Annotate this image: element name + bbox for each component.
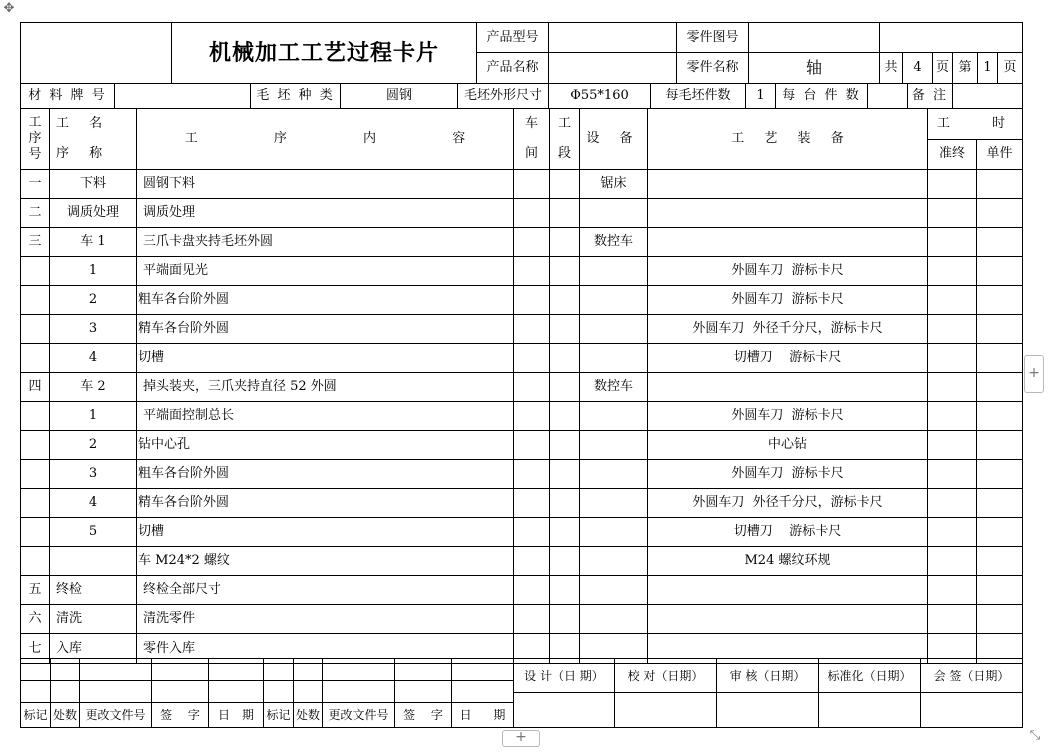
row-name[interactable]: 下料 (50, 170, 137, 199)
col-section-header-1: 工 (557, 116, 571, 131)
table-row (21, 199, 1023, 228)
table-resize-handle-icon[interactable]: ⤡ (1029, 728, 1041, 743)
row-workshop[interactable] (514, 344, 550, 373)
row-prep[interactable] (928, 431, 977, 460)
col-workshop-header-1: 车 (524, 116, 538, 131)
row-unit[interactable] (977, 286, 1023, 315)
col-prep-header: 准终 (928, 139, 977, 170)
change-cell[interactable] (21, 681, 51, 703)
row-tooling[interactable]: 外圆车刀 外径千分尺，游标卡尺 (648, 315, 928, 344)
row-equipment[interactable]: 锯床 (580, 170, 648, 199)
row-name[interactable]: 车 2 (50, 373, 137, 402)
change-doc-label-2: 更改文件号 (323, 703, 395, 728)
row-workshop[interactable] (514, 286, 550, 315)
row-equipment[interactable] (580, 460, 648, 489)
row-seq[interactable] (21, 402, 50, 431)
count-label-2: 处数 (294, 703, 323, 728)
row-name[interactable]: 入库 (50, 634, 137, 664)
table-row (21, 315, 1023, 344)
row-tooling[interactable]: 切槽刀 游标卡尺 (648, 344, 928, 373)
per-blank-value[interactable]: 1 (746, 84, 776, 109)
row-tooling[interactable]: 外圆车刀 游标卡尺 (648, 257, 928, 286)
row-seq[interactable]: 一 (21, 170, 50, 199)
row-prep[interactable] (928, 518, 977, 547)
standard-value[interactable] (819, 693, 921, 728)
row-workshop[interactable] (514, 576, 550, 605)
row-section[interactable] (550, 228, 580, 257)
row-name[interactable]: 清洗 (50, 605, 137, 634)
per-machine-label: 每 台 件 数 (776, 84, 868, 109)
row-workshop[interactable] (514, 547, 550, 576)
row-content[interactable]: 平端面见光 (137, 257, 514, 286)
sign-label-2: 签 字 (395, 703, 452, 728)
row-unit[interactable] (977, 170, 1023, 199)
change-cell[interactable] (452, 681, 514, 703)
row-content[interactable]: 终检全部尺寸 (137, 576, 514, 605)
signoff-table (513, 658, 1023, 728)
part-drawing-label: 零件图号 (677, 23, 749, 53)
review-label: 审 核（日期） (717, 659, 819, 693)
row-equipment[interactable] (580, 547, 648, 576)
change-cell[interactable] (209, 681, 264, 703)
row-prep[interactable] (928, 170, 977, 199)
row-prep[interactable] (928, 576, 977, 605)
row-tooling[interactable]: 外圆车刀 外径千分尺，游标卡尺 (648, 489, 928, 518)
row-workshop[interactable] (514, 199, 550, 228)
row-workshop[interactable] (514, 402, 550, 431)
row-section[interactable] (550, 170, 580, 199)
change-cell[interactable] (294, 659, 323, 681)
row-section[interactable] (550, 199, 580, 228)
row-unit[interactable] (977, 605, 1023, 634)
row-equipment[interactable] (580, 344, 648, 373)
row-prep[interactable] (928, 547, 977, 576)
part-name-value[interactable]: 轴 (749, 53, 880, 84)
row-unit[interactable] (977, 547, 1023, 576)
col-workshop-header (514, 109, 550, 170)
product-name-label: 产品名称 (477, 53, 549, 84)
review-value[interactable] (717, 693, 819, 728)
row-seq[interactable]: 六 (21, 605, 50, 634)
row-content[interactable]: 切槽 (137, 344, 514, 373)
material-table (20, 83, 1023, 109)
row-name[interactable]: 1 (50, 257, 137, 286)
row-seq[interactable]: 二 (21, 199, 50, 228)
row-section[interactable] (550, 518, 580, 547)
col-seq-header-1: 工 (28, 115, 42, 130)
row-tooling[interactable] (648, 199, 928, 228)
col-hours-header: 工 时 (928, 109, 1023, 140)
row-content[interactable]: 调质处理 (137, 199, 514, 228)
row-equipment[interactable] (580, 199, 648, 228)
row-workshop[interactable] (514, 373, 550, 402)
row-tooling[interactable]: 外圆车刀 游标卡尺 (648, 460, 928, 489)
col-name-header-1: 工 名 (56, 116, 111, 131)
col-seq-header-2: 序 (28, 131, 42, 146)
row-content[interactable]: 切槽 (137, 518, 514, 547)
row-content[interactable]: 精车各台阶外圆 (137, 489, 514, 518)
row-section[interactable] (550, 605, 580, 634)
row-workshop[interactable] (514, 460, 550, 489)
row-workshop[interactable] (514, 257, 550, 286)
sign-label: 签 字 (152, 703, 209, 728)
row-tooling[interactable]: 外圆车刀 游标卡尺 (648, 286, 928, 315)
row-prep[interactable] (928, 605, 977, 634)
row-equipment[interactable] (580, 518, 648, 547)
row-name[interactable]: 3 (50, 460, 137, 489)
col-workshop-header-2: 间 (524, 146, 538, 161)
change-cell[interactable] (323, 681, 395, 703)
check-value[interactable] (615, 693, 717, 728)
row-tooling[interactable]: 切槽刀 游标卡尺 (648, 518, 928, 547)
row-seq[interactable]: 五 (21, 576, 50, 605)
change-record-table (20, 658, 514, 728)
row-section[interactable] (550, 315, 580, 344)
page-no-label: 第 (953, 53, 978, 84)
header-blank-cell (21, 23, 172, 84)
row-tooling[interactable] (648, 170, 928, 199)
row-unit[interactable] (977, 402, 1023, 431)
row-section[interactable] (550, 576, 580, 605)
row-unit[interactable] (977, 518, 1023, 547)
blank-size-label: 毛坯外形尺寸 (458, 84, 549, 109)
change-cell[interactable] (323, 659, 395, 681)
row-unit[interactable] (977, 460, 1023, 489)
row-seq[interactable] (21, 460, 50, 489)
row-tooling[interactable]: 外圆车刀 游标卡尺 (648, 402, 928, 431)
mark-label-2: 标记 (264, 703, 294, 728)
table-row (21, 257, 1023, 286)
row-name[interactable]: 2 (50, 431, 137, 460)
change-cell[interactable] (294, 681, 323, 703)
header-table (20, 22, 1023, 84)
table-row (21, 605, 1023, 634)
row-name[interactable]: 2 (50, 286, 137, 315)
table-row (21, 373, 1023, 402)
row-section[interactable] (550, 489, 580, 518)
row-name[interactable]: 4 (50, 489, 137, 518)
row-unit[interactable] (977, 228, 1023, 257)
row-name[interactable]: 1 (50, 402, 137, 431)
row-seq[interactable] (21, 489, 50, 518)
add-column-button[interactable]: + (1024, 355, 1044, 393)
change-cell[interactable] (264, 659, 294, 681)
row-equipment[interactable] (580, 315, 648, 344)
row-equipment[interactable] (580, 402, 648, 431)
table-row (21, 228, 1023, 257)
row-tooling[interactable]: 中心钻 (648, 431, 928, 460)
row-seq[interactable] (21, 518, 50, 547)
row-prep[interactable] (928, 257, 977, 286)
row-content[interactable]: 粗车各台阶外圆 (137, 286, 514, 315)
material-grade-value[interactable] (115, 84, 251, 109)
row-equipment[interactable] (580, 489, 648, 518)
row-seq[interactable] (21, 315, 50, 344)
total-page-unit: 页 (933, 53, 953, 84)
table-row (21, 431, 1023, 460)
table-row (21, 518, 1023, 547)
countersign-value[interactable] (921, 693, 1023, 728)
product-model-label: 产品型号 (477, 23, 549, 53)
row-section[interactable] (550, 286, 580, 315)
remark-label: 备 注 (908, 84, 953, 109)
col-seq-header-3: 号 (28, 147, 42, 162)
page-no-unit: 页 (998, 53, 1023, 84)
blank-size-value[interactable]: Φ55*160 (549, 84, 651, 109)
standard-label: 标准化（日期） (819, 659, 921, 693)
row-seq[interactable] (21, 547, 50, 576)
table-row (21, 344, 1023, 373)
change-doc-label: 更改文件号 (80, 703, 152, 728)
col-name-header-2: 序 称 (56, 146, 111, 161)
row-prep[interactable] (928, 286, 977, 315)
col-section-header (550, 109, 580, 170)
row-name[interactable]: 调质处理 (50, 199, 137, 228)
process-table (20, 108, 1023, 664)
row-unit[interactable] (977, 489, 1023, 518)
mark-label: 标记 (21, 703, 51, 728)
row-section[interactable] (550, 373, 580, 402)
row-section[interactable] (550, 344, 580, 373)
row-prep[interactable] (928, 315, 977, 344)
change-cell[interactable] (452, 659, 514, 681)
change-cell[interactable] (80, 681, 152, 703)
row-tooling[interactable] (648, 605, 928, 634)
row-seq[interactable] (21, 344, 50, 373)
row-name[interactable]: 4 (50, 344, 137, 373)
table-row (21, 402, 1023, 431)
count-label: 处数 (51, 703, 80, 728)
row-content[interactable]: 车 M24*2 螺纹 (137, 547, 514, 576)
row-workshop[interactable] (514, 518, 550, 547)
date-label-2: 日 期 (452, 703, 514, 728)
row-prep[interactable] (928, 373, 977, 402)
row-unit[interactable] (977, 344, 1023, 373)
col-content-header: 工 序 内 容 (137, 109, 514, 170)
col-tooling-header: 工 艺 装 备 (648, 109, 928, 170)
row-unit[interactable] (977, 315, 1023, 344)
row-tooling[interactable]: M24 螺纹环规 (648, 547, 928, 576)
part-name-label: 零件名称 (677, 53, 749, 84)
row-unit[interactable] (977, 576, 1023, 605)
add-row-button[interactable]: + (502, 730, 540, 747)
row-seq[interactable]: 三 (21, 228, 50, 257)
row-tooling[interactable] (648, 373, 928, 402)
row-name[interactable]: 终检 (50, 576, 137, 605)
row-workshop[interactable] (514, 315, 550, 344)
row-section[interactable] (550, 257, 580, 286)
row-tooling[interactable] (648, 576, 928, 605)
design-value[interactable] (514, 693, 615, 728)
table-row (21, 286, 1023, 315)
row-workshop[interactable] (514, 605, 550, 634)
blank-type-label: 毛 坯 种 类 (251, 84, 341, 109)
row-unit[interactable] (977, 373, 1023, 402)
change-cell[interactable] (152, 659, 209, 681)
row-prep[interactable] (928, 199, 977, 228)
row-section[interactable] (550, 547, 580, 576)
change-cell[interactable] (80, 659, 152, 681)
row-unit[interactable] (977, 431, 1023, 460)
row-equipment[interactable]: 数控车 (580, 228, 648, 257)
check-label: 校 对（日期） (615, 659, 717, 693)
row-prep[interactable] (928, 344, 977, 373)
row-name[interactable] (50, 547, 137, 576)
total-pages-value[interactable]: 4 (903, 53, 933, 84)
date-label: 日 期 (209, 703, 264, 728)
row-equipment[interactable] (580, 431, 648, 460)
row-name[interactable]: 车 1 (50, 228, 137, 257)
row-content[interactable]: 圆钢下料 (137, 170, 514, 199)
col-name-header (50, 109, 137, 170)
row-seq[interactable]: 七 (21, 634, 50, 664)
col-unit-header: 单件 (977, 139, 1023, 170)
table-move-handle-icon[interactable]: ✥ (3, 1, 15, 16)
row-workshop[interactable] (514, 431, 550, 460)
remark-value[interactable] (953, 84, 1023, 109)
row-equipment[interactable] (580, 257, 648, 286)
table-row (21, 576, 1023, 605)
blank-type-value[interactable]: 圆钢 (341, 84, 458, 109)
row-seq[interactable]: 四 (21, 373, 50, 402)
row-equipment[interactable] (580, 576, 648, 605)
change-cell[interactable] (395, 659, 452, 681)
col-section-header-2: 段 (557, 146, 571, 161)
table-row (21, 547, 1023, 576)
row-content[interactable]: 掉头装夹，三爪夹持直径 52 外圆 (137, 373, 514, 402)
card-title: 机械加工工艺过程卡片 (172, 23, 477, 84)
product-model-value[interactable] (549, 23, 677, 53)
row-content[interactable]: 钻中心孔 (137, 431, 514, 460)
row-name[interactable]: 5 (50, 518, 137, 547)
row-section[interactable] (550, 431, 580, 460)
product-name-value[interactable] (549, 53, 677, 84)
row-workshop[interactable] (514, 170, 550, 199)
row-content[interactable]: 三爪卡盘夹持毛坯外圆 (137, 228, 514, 257)
row-equipment[interactable] (580, 286, 648, 315)
row-workshop[interactable] (514, 489, 550, 518)
part-drawing-value[interactable] (749, 23, 880, 53)
col-seq-header (21, 109, 50, 170)
row-tooling[interactable] (648, 228, 928, 257)
change-cell[interactable] (264, 681, 294, 703)
change-cell[interactable] (152, 681, 209, 703)
change-cell[interactable] (51, 681, 80, 703)
row-name[interactable]: 3 (50, 315, 137, 344)
row-content[interactable]: 精车各台阶外圆 (137, 315, 514, 344)
row-prep[interactable] (928, 489, 977, 518)
row-unit[interactable] (977, 199, 1023, 228)
row-prep[interactable] (928, 460, 977, 489)
material-grade-label: 材 料 牌 号 (21, 84, 115, 109)
page-no-value[interactable]: 1 (978, 53, 998, 84)
row-seq[interactable] (21, 286, 50, 315)
table-row (21, 460, 1023, 489)
header-top-right-cell[interactable] (880, 23, 1023, 53)
row-section[interactable] (550, 402, 580, 431)
row-prep[interactable] (928, 402, 977, 431)
table-row (21, 170, 1023, 199)
row-seq[interactable] (21, 431, 50, 460)
row-equipment[interactable]: 数控车 (580, 373, 648, 402)
row-prep[interactable] (928, 228, 977, 257)
per-machine-value[interactable] (868, 84, 908, 109)
row-section[interactable] (550, 460, 580, 489)
change-cell[interactable] (395, 681, 452, 703)
per-blank-label: 每毛坯件数 (651, 84, 746, 109)
row-workshop[interactable] (514, 228, 550, 257)
row-equipment[interactable] (580, 605, 648, 634)
total-label: 共 (880, 53, 903, 84)
change-cell[interactable] (21, 659, 51, 681)
design-label: 设 计（日 期） (514, 659, 615, 693)
row-content[interactable]: 零件入库 (137, 634, 514, 664)
countersign-label: 会 签（日期） (921, 659, 1023, 693)
table-row (21, 489, 1023, 518)
row-unit[interactable] (977, 257, 1023, 286)
change-cell[interactable] (51, 659, 80, 681)
row-content[interactable]: 粗车各台阶外圆 (137, 460, 514, 489)
row-seq[interactable] (21, 257, 50, 286)
col-equipment-header: 设 备 (580, 109, 648, 170)
change-cell[interactable] (209, 659, 264, 681)
row-content[interactable]: 平端面控制总长 (137, 402, 514, 431)
row-content[interactable]: 清洗零件 (137, 605, 514, 634)
